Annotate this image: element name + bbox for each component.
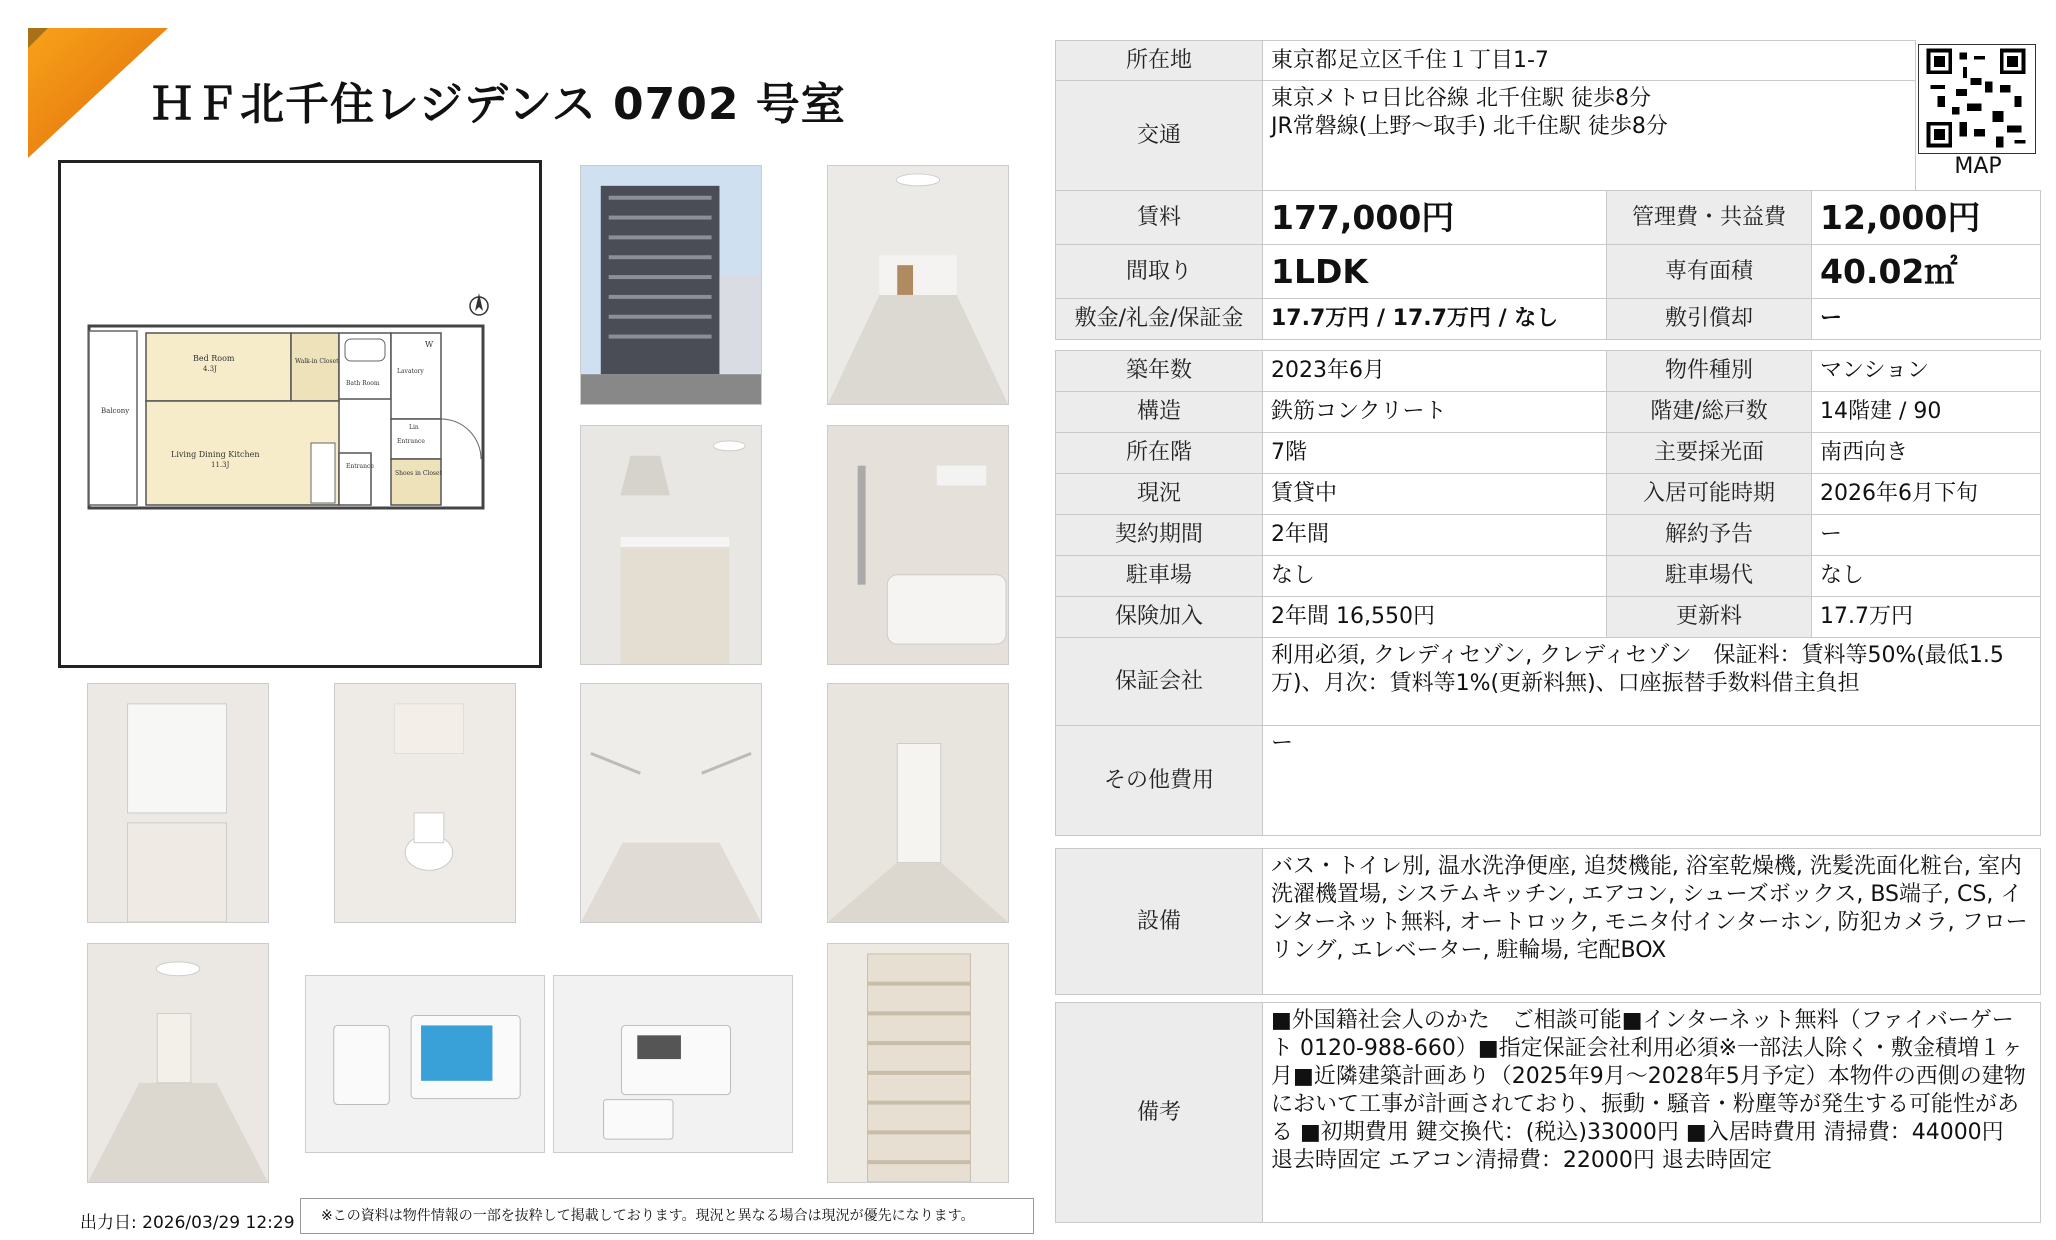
access-line-2: JR常磐線(上野〜取手) 北千住駅 徒歩8分 — [1271, 114, 1668, 139]
fp-lavatory: Lavatory — [397, 368, 424, 375]
light-label: 主要採光面 — [1607, 433, 1812, 474]
movein-value: 2026年6月下旬 — [1812, 474, 2041, 515]
term-label: 契約期間 — [1056, 515, 1263, 556]
access-label: 交通 — [1056, 81, 1263, 191]
fp-bath: Bath Room — [346, 380, 380, 387]
floors-label: 階建/総戸数 — [1607, 392, 1812, 433]
photo-kitchen — [580, 425, 762, 665]
mgmt-label: 管理費・共益費 — [1607, 191, 1812, 245]
mgmt-value: 12,000円 — [1812, 191, 2041, 245]
parking-value: なし — [1263, 556, 1607, 597]
map-qr-code[interactable] — [1918, 44, 2038, 179]
output-date: 出力日: 2026/03/29 12:29 — [80, 1213, 295, 1233]
photo-exterior — [580, 165, 762, 405]
table-rent — [1055, 190, 2041, 340]
area-value: 40.02㎡ — [1812, 245, 2041, 299]
renewal-value: 17.7万円 — [1812, 597, 2041, 638]
table-remarks — [1055, 1002, 2041, 1223]
photo-ldk — [827, 165, 1009, 405]
deposit-value: 17.7万円 / 17.7万円 / なし — [1263, 299, 1607, 340]
notice-value: ー — [1812, 515, 2041, 556]
parking-label: 駐車場 — [1056, 556, 1263, 597]
fp-shoes: Shoes in Closet — [395, 470, 442, 477]
page-title: ＨＦ北千住レジデンス 0702 号室 — [150, 79, 846, 130]
map-label: MAP — [1954, 154, 2002, 179]
renewal-label: 更新料 — [1607, 597, 1812, 638]
photo-intercom — [305, 975, 545, 1153]
qr-icon[interactable] — [1918, 44, 2036, 154]
built-value: 2023年6月 — [1263, 351, 1607, 392]
fp-entrance: Entrance — [397, 438, 425, 445]
fp-w: W — [425, 340, 434, 349]
fp-toilet: Entrance — [346, 463, 374, 470]
remarks-value: ■外国籍社会人のかた ご相談可能■インターネット無料（ファイバーゲート 0120-988-660）■指定保証会社利用必須※一部法人除く・敷金積増１ヶ月■近隣建築計画あり（2025年9月〜2028年5月予定）本物件の西側の建物において工事が計画されており、振動・騒音・粉塵等が発生する可能性がある ■初期費用 鍵交換代：(税込)33000円 ■入居時費用 清掃費：44000円 退去時固定 エアコン清掃費：22000円 退去時固定 — [1263, 1003, 2041, 1223]
equip-value: バス・トイレ別, 温水洗浄便座, 追焚機能, 浴室乾燥機, 洗髪洗面化粧台, 室内洗濯機置場, システムキッチン, エアコン, シューズボックス, BS端子, CS, インターネット無料, オートロック, モニタ付インターホン, 防犯カメラ, フローリング, エレベーター, 駐輪場, 宅配BOX — [1263, 849, 2041, 995]
type-value: マンション — [1812, 351, 2041, 392]
structure-value: 鉄筋コンクリート — [1263, 392, 1607, 433]
parkfee-value: なし — [1812, 556, 2041, 597]
rent-value: 177,000円 — [1263, 191, 1607, 245]
layout-label: 間取り — [1056, 245, 1263, 299]
structure-label: 構造 — [1056, 392, 1263, 433]
floor-value: 7階 — [1263, 433, 1607, 474]
photo-washroom — [87, 683, 269, 923]
layout-value: 1LDK — [1263, 245, 1607, 299]
movein-label: 入居可能時期 — [1607, 474, 1812, 515]
floor-label: 所在階 — [1056, 433, 1263, 474]
table-location — [1055, 40, 1916, 191]
photo-room — [87, 943, 269, 1183]
fp-ldk-size: 11.3J — [211, 461, 230, 469]
amort-label: 敷引償却 — [1607, 299, 1812, 340]
fp-walkin: Walk-in Closet — [295, 358, 339, 365]
notice-label: 解約予告 — [1607, 515, 1812, 556]
insurance-value: 2年間 16,550円 — [1263, 597, 1607, 638]
table-equipment — [1055, 848, 2041, 995]
term-value: 2年間 — [1263, 515, 1607, 556]
light-value: 南西向き — [1812, 433, 2041, 474]
floor-plan — [58, 160, 542, 668]
floors-value: 14階建 / 90 — [1812, 392, 2041, 433]
built-label: 築年数 — [1056, 351, 1263, 392]
rent-label: 賃料 — [1056, 191, 1263, 245]
access-value — [1263, 81, 1916, 191]
type-label: 物件種別 — [1607, 351, 1812, 392]
amort-value: ー — [1812, 299, 2041, 340]
fp-bedroom: Bed Room — [193, 354, 235, 363]
fp-bedroom-size: 4.3J — [203, 365, 217, 373]
compass-icon — [470, 293, 488, 315]
photo-bath — [827, 425, 1009, 665]
remarks-label: 備考 — [1056, 1003, 1263, 1223]
insurance-label: 保険加入 — [1056, 597, 1263, 638]
disclaimer-note: ※この資料は物件情報の一部を抜粋して掲載しております。現況と異なる場合は現況が優先になります。 — [300, 1198, 1034, 1234]
address-value: 東京都足立区千住１丁目1-7 — [1263, 41, 1916, 81]
photo-shoebox — [827, 943, 1009, 1183]
other-label: その他費用 — [1056, 726, 1263, 836]
area-label: 専有面積 — [1607, 245, 1812, 299]
photo-controller — [553, 975, 793, 1153]
deposit-label: 敷金/礼金/保証金 — [1056, 299, 1263, 340]
guarantor-value: 利用必須, クレディセゾン, クレディセゾン 保証料：賃料等50%(最低1.5万)、月次：賃料等1%(更新料無)、口座振替手数料借主負担 — [1263, 638, 2041, 726]
other-value: ー — [1263, 726, 2041, 836]
address-label: 所在地 — [1056, 41, 1263, 81]
equip-label: 設備 — [1056, 849, 1263, 995]
fp-balcony: Balcony — [101, 407, 130, 415]
fp-lin: Lin — [409, 424, 419, 431]
guarantor-label: 保証会社 — [1056, 638, 1263, 726]
access-line-1: 東京メトロ日比谷線 北千住駅 徒歩8分 — [1271, 86, 1651, 111]
fp-ldk: Living Dining Kitchen — [171, 450, 260, 459]
parkfee-label: 駐車場代 — [1607, 556, 1812, 597]
status-label: 現況 — [1056, 474, 1263, 515]
corner-accent — [28, 28, 168, 158]
photo-closet — [580, 683, 762, 923]
photo-toilet — [334, 683, 516, 923]
table-details — [1055, 350, 2041, 836]
photo-hallway — [827, 683, 1009, 923]
status-value: 賃貸中 — [1263, 474, 1607, 515]
